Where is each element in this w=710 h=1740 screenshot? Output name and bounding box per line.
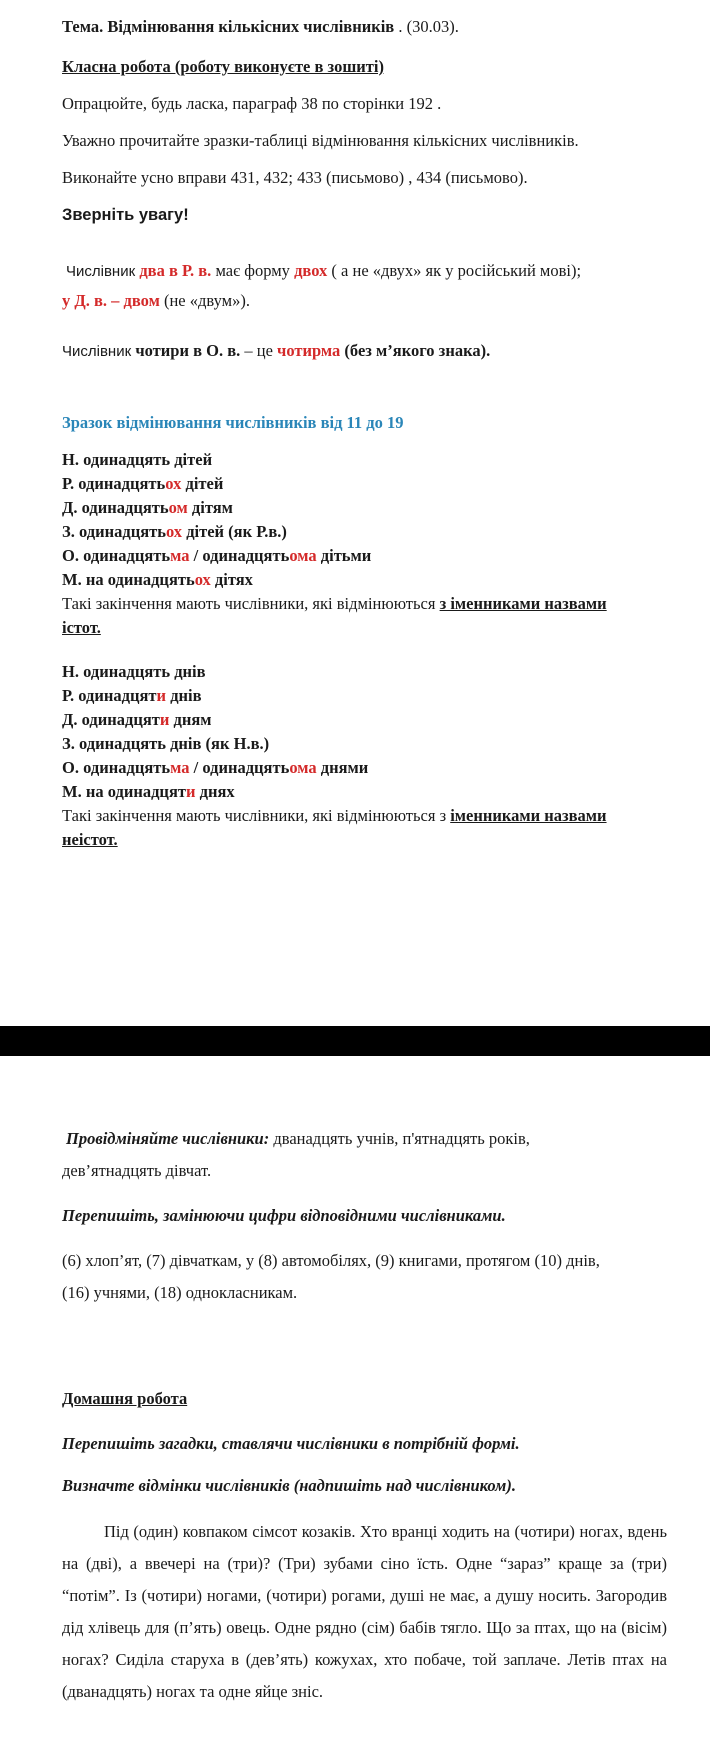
rule-two-dative-line xyxy=(62,290,250,312)
t2-instrumental: О. одинадцятьма / одинадцятьома днями xyxy=(62,758,369,777)
exercise2-line1: (6) хлоп’ят, (7) дівчаткам, у (8) автомобілях, (9) книгами, протягом (10) днів, xyxy=(62,1251,600,1270)
do-line: Виконайте усно вправи 431, 432; 433 (письмово) , 434 (письмово). xyxy=(62,168,528,187)
rule-two-b: два в xyxy=(139,261,178,280)
exercise1-line2: дев’ятнадцять дівчат. xyxy=(62,1161,212,1180)
read-line: Уважно прочитайте зразки-таблиці відмінювання кількісних числівників. xyxy=(62,131,579,150)
topic-prefix: Тема. xyxy=(62,17,104,36)
t1-locative: М. на одинадцятьох дітях xyxy=(62,570,253,589)
t1-accusative: З. одинадцятьох дітей (як Р.в.) xyxy=(62,522,287,541)
class-work-heading: Класна робота (роботу виконуєте в зошиті) xyxy=(62,57,384,76)
rule-two-line xyxy=(66,260,581,283)
exercise2-label: Перепишіть, замінюючи цифри відповідними числівниками. xyxy=(62,1206,506,1225)
rule-four-d: – це xyxy=(240,341,278,360)
t2-note: Такі закінчення мають числівники, які відмінюються з іменниками назвами xyxy=(62,806,607,825)
rule-two-dative-b: (не «двум»). xyxy=(159,291,250,310)
exercise1-text: дванадцять учнів, п'ятнадцять років, xyxy=(269,1129,530,1148)
homework-task1: Перепишіть загадки, ставлячи числівники в потрібній формі. xyxy=(62,1434,520,1453)
riddles-text: Під (один) ковпаком сімсот козаків. Хто вранці ходить на (чотири) ногах, вдень на (дві), а ввечері на (три)? (Три) зубами сіно їсть. Одне “зараз” краще за (три) “потім”. Із (чотири) ногами, (чотири) рогами, душі не має, а душу носить. Загородив дід хлівець для (п’ять) овець. Одне рядно (сім) бабів тягло. Що за птах, що на (вісім) ногах? Сиділа старуха в (дев’ять) кожухах, хто побаче, той заплаче. Летів птах на (дванадцять) ногах та одне яйце зніс. xyxy=(62,1522,667,1701)
exercise1-label: Провідміняйте числівники: xyxy=(66,1129,270,1148)
sample-heading: Зразок відмінювання числівників від 11 до 19 xyxy=(62,413,404,432)
rule-four-line xyxy=(62,340,490,363)
t1-genitive: Р. одинадцятьох дітей xyxy=(62,474,224,493)
rule-two-a: Числівник xyxy=(66,263,140,280)
t2-genitive: Р. одинадцяти днів xyxy=(62,686,202,705)
t1-dative: Д. одинадцятьом дітям xyxy=(62,498,233,517)
rule-two-e: двох xyxy=(294,261,328,280)
topic-title: Відмінювання кількісних числівників xyxy=(107,17,395,36)
rule-two-dative-a: у Д. в. – двом xyxy=(62,291,160,310)
t1-note: Такі закінчення мають числівники, які відмінюються з іменниками назвами xyxy=(62,594,607,613)
attention-heading: Зверніть увагу! xyxy=(62,206,189,224)
homework-task2: Визначте відмінки числівників (надпишіть над числівником). xyxy=(62,1476,516,1495)
rule-two-c: Р. в. xyxy=(177,261,212,280)
rule-two-f: ( а не «двух» як у російський мові); xyxy=(327,261,582,280)
topic-line xyxy=(62,16,459,38)
t2-locative: М. на одинадцяти днях xyxy=(62,782,235,801)
rule-four-e: чотирма xyxy=(277,341,341,360)
t1-nominative: Н. одинадцять дітей xyxy=(62,450,213,469)
t1-note-end: істот. xyxy=(62,618,101,637)
t2-nominative: Н. одинадцять днів xyxy=(62,662,206,681)
riddles-paragraph xyxy=(62,1516,667,1708)
page-separator xyxy=(0,1026,710,1056)
t2-accusative: З. одинадцять днів (як Н.в.) xyxy=(62,734,270,753)
topic-date: . (30.03). xyxy=(394,17,459,36)
rule-four-a: Числівник xyxy=(62,343,136,360)
study-line: Опрацюйте, будь ласка, параграф 38 по сторінки 192 . xyxy=(62,94,442,113)
t1-instrumental: О. одинадцятьма / одинадцятьома дітьми xyxy=(62,546,372,565)
t2-note-end: неістот. xyxy=(62,830,118,849)
rule-two-d: має форму xyxy=(211,261,295,280)
exercise2-line2: (16) учнями, (18) однокласникам. xyxy=(62,1283,298,1302)
rule-four-c: в О. в. xyxy=(188,341,241,360)
homework-heading: Домашня робота xyxy=(62,1389,188,1408)
exercise1-line xyxy=(66,1128,530,1150)
rule-four-b: чотири xyxy=(135,341,189,360)
t2-dative: Д. одинадцяти дням xyxy=(62,710,212,729)
rule-four-f: (без м’якого знака). xyxy=(340,341,491,360)
